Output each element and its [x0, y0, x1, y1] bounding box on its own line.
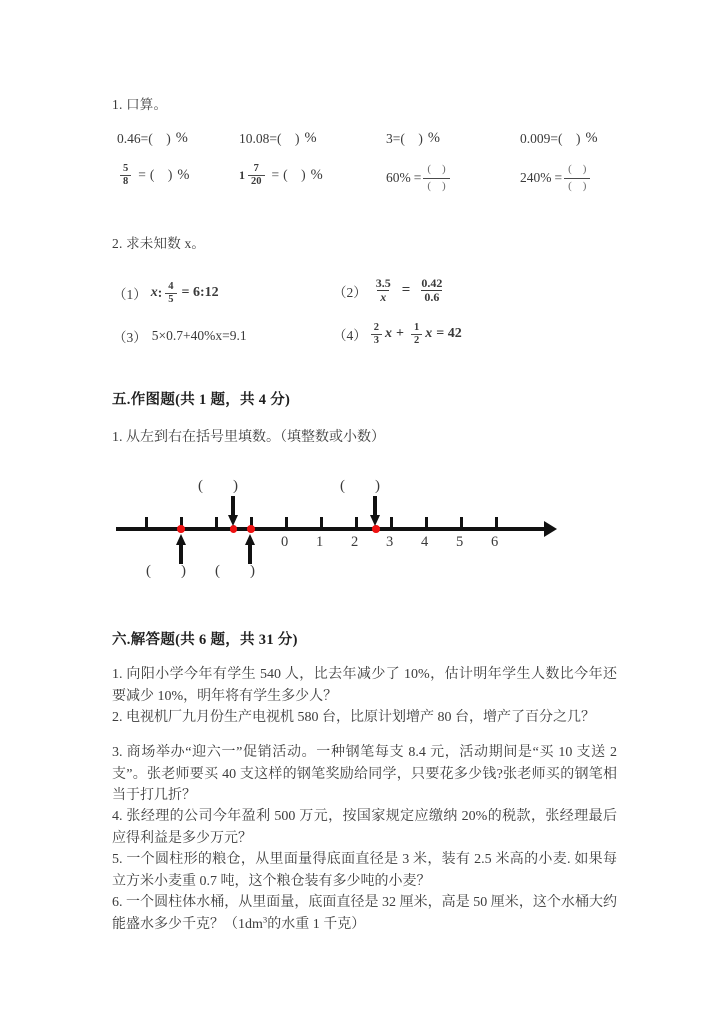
oral-row2-item4-fraction-blank[interactable]: [564, 163, 590, 194]
oral-row2-item3-lhs: 60%: [386, 170, 411, 186]
axis-tick: [460, 517, 463, 528]
axis-arrow-icon: [544, 521, 557, 537]
fraction-numerator: 3.5: [375, 276, 391, 290]
oral-row2-item3-fraction-blank[interactable]: [423, 163, 449, 194]
axis-tick: [215, 517, 218, 528]
section-six-question-5: 5. 一个圆柱形的粮仓，从里面量得底面直径是 3 米，装有 2.5 米高的小麦. 如果每立方米小麦重 0.7 吨，这个粮仓装有多少吨的小麦？: [112, 852, 617, 889]
arrow-down-icon: [370, 496, 380, 526]
oral-row2-item1-unit: %: [177, 166, 190, 183]
oral-row1-item3-unit: %: [427, 130, 440, 146]
fraction-four-fifths: [165, 281, 176, 306]
oral-row2-item3: [386, 163, 450, 194]
question-6-text-part-1: 6. 一个圆柱体水桶，从里面量，底面直径是 32 厘米，高是 50 厘米，这个水桶大约能盛水多少千克？（1dm: [112, 895, 617, 932]
oral-row1-item2-unit: %: [304, 130, 317, 146]
fraction-blank-numerator[interactable]: ( ): [427, 163, 446, 175]
section-six-title: 六.解答题(共 6 题，共 31 分): [112, 632, 298, 648]
axis-tick: [390, 517, 393, 528]
axis-label-1: 1: [316, 534, 324, 550]
oral-row1-item1-unit: %: [175, 130, 188, 146]
cubic-exponent: 3: [262, 913, 268, 924]
fraction-0point42-over-0point6: [418, 277, 445, 305]
equation-4-rest: = 42: [436, 326, 462, 342]
axis-tick: [285, 517, 288, 528]
arrow-down-icon: [228, 496, 238, 526]
fraction-blank-denominator[interactable]: ( ): [423, 178, 449, 194]
oral-row2-item1-eq: =: [138, 167, 146, 183]
marker-dot: [247, 525, 255, 533]
section-five-question: 1. 从左到右在括号里填数。（填整数或小数）: [112, 430, 385, 445]
section-six-question-6: [112, 892, 617, 935]
oral-row2-item4-eq: =: [554, 170, 563, 186]
axis-tick: [425, 517, 428, 528]
fraction-seven-twentieths: [248, 163, 265, 188]
fraction-denominator: 5: [165, 293, 176, 306]
marker-dot: [230, 525, 238, 533]
oral-row1-item2: [239, 130, 317, 147]
equation-2-label: （2）: [333, 284, 367, 300]
oral-row2-item1-blank[interactable]: ( ): [149, 167, 173, 183]
oral-row2-item2-unit: %: [310, 166, 323, 183]
equation-item-3: [113, 326, 247, 346]
number-line-figure: [110, 478, 570, 588]
oral-row1-item2-lhs: 10.08=: [239, 130, 277, 146]
fraction-numerator: 1: [413, 322, 420, 333]
fraction-numerator: 0.42: [421, 276, 443, 290]
axis-label-3: 3: [386, 534, 394, 550]
fraction-numerator: 7: [253, 163, 259, 174]
fraction-denominator: 0.6: [421, 290, 442, 304]
fraction-blank-denominator[interactable]: ( ): [564, 178, 590, 194]
oral-row2-item4-lhs: 240%: [520, 170, 552, 186]
equation-2-equals: =: [401, 282, 411, 299]
numberline-blank-top-left[interactable]: ( ): [198, 478, 238, 494]
section-six-question-4: 4. 张经理的公司今年盈利 500 万元，按国家规定应缴纳 20%的税款，张经理最后应得利益是多少万元？: [112, 809, 617, 846]
oral-row1-item1-blank[interactable]: ( ): [148, 130, 171, 146]
section-five-title: 五.作图题(共 1 题，共 4 分): [112, 392, 291, 408]
oral-row2-item4: [520, 163, 590, 194]
section-six-question-3: 3. 商场举办“迎六一”促销活动。一种钢笔每支 8.4 元，活动期间是“买 10 支送 2 支”。张老师要买 40 支这样的钢笔奖励给同学，只要花多少钱?张老师买的钢笔相当于打几折？: [112, 745, 617, 803]
axis-label-4: 4: [421, 534, 429, 550]
fraction-denominator: x: [377, 290, 389, 304]
equation-4-variable-2: x: [425, 326, 433, 342]
oral-row1-item4-lhs: 0.009=: [520, 130, 558, 146]
equation-4-plus: +: [396, 326, 404, 342]
mixed-number-whole: 1: [239, 167, 245, 182]
arrow-up-icon: [176, 534, 186, 564]
equation-4-variable-1: x: [385, 326, 392, 342]
axis-label-0: 0: [281, 534, 289, 550]
equation-item-2: [333, 277, 448, 305]
axis-label-2: 2: [351, 534, 359, 550]
axis-label-6: 6: [491, 534, 499, 550]
fraction-numerator: 5: [123, 163, 129, 174]
marker-dot: [177, 525, 185, 533]
oral-row1-item3-blank[interactable]: ( ): [400, 130, 423, 146]
fraction-denominator: 2: [411, 334, 422, 347]
fraction-numerator: 2: [373, 322, 379, 333]
oral-calc-heading: 1. 口算。: [112, 97, 168, 112]
section-six-question-1: 1. 向阳小学今年有学生 540 人，比去年减少了 10%，估计明年学生人数比今年还要减少 10%，明年将有学生多少人？: [112, 667, 617, 704]
oral-row2-item2-blank[interactable]: ( ): [283, 167, 306, 183]
equation-4-label: （4）: [333, 328, 367, 344]
oral-row1-item3-lhs: 3=: [386, 130, 401, 146]
equation-item-1: [113, 281, 219, 306]
oral-row1-item4: [520, 130, 598, 147]
oral-row2-item2-eq: =: [271, 167, 280, 183]
oral-row2-item1: [117, 163, 189, 188]
axis-tick: [320, 517, 323, 528]
numberline-blank-top-right[interactable]: ( ): [340, 478, 380, 494]
equation-3-label: （3）: [113, 330, 147, 345]
fraction-numerator: 4: [168, 281, 174, 292]
fraction-3point5-over-x: [373, 277, 394, 305]
oral-row2-item3-eq: =: [413, 170, 422, 186]
arrow-up-icon: [245, 534, 255, 564]
equation-1-variable: x: [150, 285, 158, 301]
equation-1-separator: :: [157, 285, 163, 301]
section-six-question-2: 2. 电视机厂九月份生产电视机 580 台，比原计划增产 80 台，增产了百分之几？: [112, 710, 595, 725]
fraction-blank-numerator[interactable]: ( ): [568, 163, 587, 175]
oral-row1-item3: [386, 130, 440, 147]
marker-dot: [372, 525, 380, 533]
axis-tick: [145, 517, 148, 528]
axis-tick: [355, 517, 358, 528]
question-6-text-part-2: 的水重 1 千克）: [267, 916, 366, 932]
axis-tick: [495, 517, 498, 528]
fraction-denominator: 3: [371, 334, 382, 347]
oral-row1-item1: [117, 130, 188, 147]
axis-label-5: 5: [456, 534, 464, 550]
oral-row1-item2-blank[interactable]: ( ): [277, 130, 300, 146]
oral-row2-item2: [239, 163, 323, 188]
equation-item-4: [333, 322, 462, 347]
fraction-five-eighths: [120, 163, 131, 188]
fraction-two-thirds: [371, 322, 382, 347]
fraction-denominator: 8: [120, 175, 131, 188]
numberline-blank-bottom-right[interactable]: ( ): [215, 563, 255, 579]
oral-row1-item4-unit: %: [585, 130, 598, 146]
fraction-one-half: [411, 322, 422, 347]
equation-1-rest: = 6:12: [181, 285, 219, 301]
oral-row1-item4-blank[interactable]: ( ): [558, 130, 581, 146]
equation-3-text: 5×0.7+40%x=9.1: [151, 328, 247, 343]
oral-row1-item1-lhs: 0.46=: [117, 130, 149, 146]
equation-1-label: （1）: [113, 287, 147, 303]
numberline-blank-bottom-left[interactable]: ( ): [146, 563, 186, 579]
solve-unknown-heading: 2. 求未知数 x。: [112, 236, 206, 251]
fraction-denominator: 20: [248, 175, 265, 188]
